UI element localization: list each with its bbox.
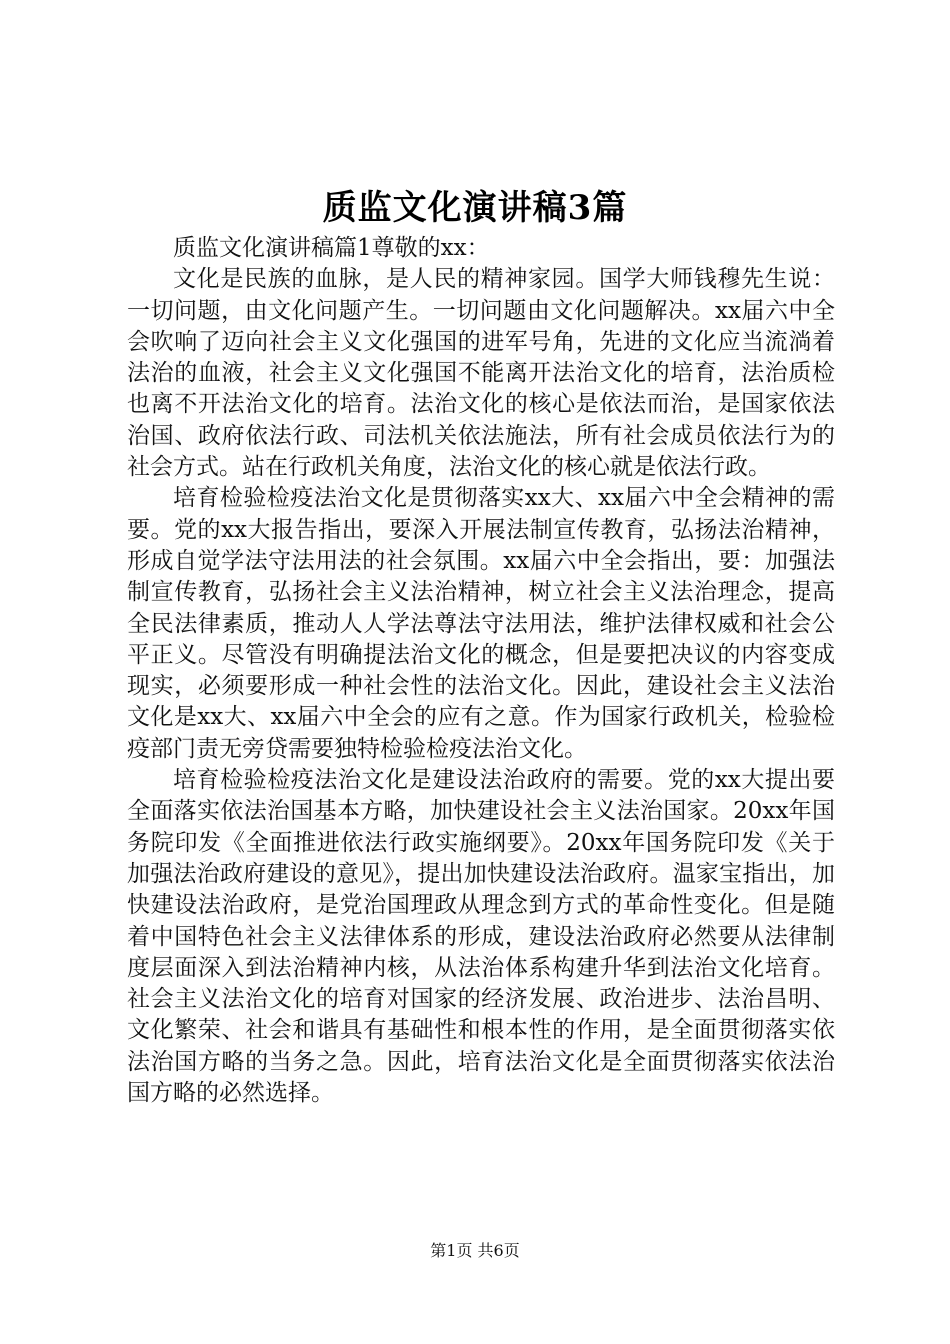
paragraph-1: 文化是民族的血脉，是人民的精神家园。国学大师钱穆先生说：一切问题，由文化问题产生。一切问题由文化问题解决。xx届六中全会吹响了迈向社会主义文化强国的进军号角，先进的文化应当流淌着法治的血液，社会主义文化强国不能离开法治文化的培育，法治质检也离不开法治文化的培育。法治文化的核心是依法而治，是国家依法治国、政府依法行政、司法机关依法施法，所有社会成员依法行为的社会方式。站在行政机关角度，法治文化的核心就是依法行政。 [127,266,835,481]
paragraph-2: 培育检验检疫法治文化是贯彻落实xx大、xx届六中全会精神的需要。党的xx大报告指出，要深入开展法制宣传教育，弘扬法治精神，形成自觉学法守法用法的社会氛围。xx届六中全会指出，要：加强法制宣传教育，弘扬社会主义法治精神，树立社会主义法治理念，提高全民法律素质，推动人人学法尊法守法用法，维护法律权威和社会公平正义。尽管没有明确提法治文化的概念，但是要把决议的内容变成现实，必须要形成一种社会性的法治文化。因此，建设社会主义法治文化是xx大、xx届六中全会的应有之意。作为国家行政机关，检验检疫部门责无旁贷需要独特检验检疫法治文化。 [127,485,835,762]
paragraph-greeting: 质监文化演讲稿篇1尊敬的xx： [173,235,490,261]
document-body [127,233,835,1109]
page-number-footer: 第1页 共6页 [430,1241,520,1260]
paragraph-3: 培育检验检疫法治文化是建设法治政府的需要。党的xx大提出要全面落实依法治国基本方略，加快建设社会主义法治国家。20xx年国务院印发《全面推进依法行政实施纲要》。20xx年国务院印发《关于加强法治政府建设的意见》，提出加快建设法治政府。温家宝指出，加快建设法治政府，是党治国理政从理念到方式的革命性变化。但是随着中国特色社会主义法律体系的形成，建设法治政府必然要从法律制度层面深入到法治精神内核，从法治体系构建升华到法治文化培育。社会主义法治文化的培育对国家的经济发展、政治进步、法治昌明、文化繁荣、社会和谐具有基础性和根本性的作用，是全面贯彻落实依法治国方略的当务之急。因此，培育法治文化是全面贯彻落实依法治国方略的必然选择。 [127,767,835,1107]
document-title: 质监文化演讲稿3篇 [322,188,628,228]
